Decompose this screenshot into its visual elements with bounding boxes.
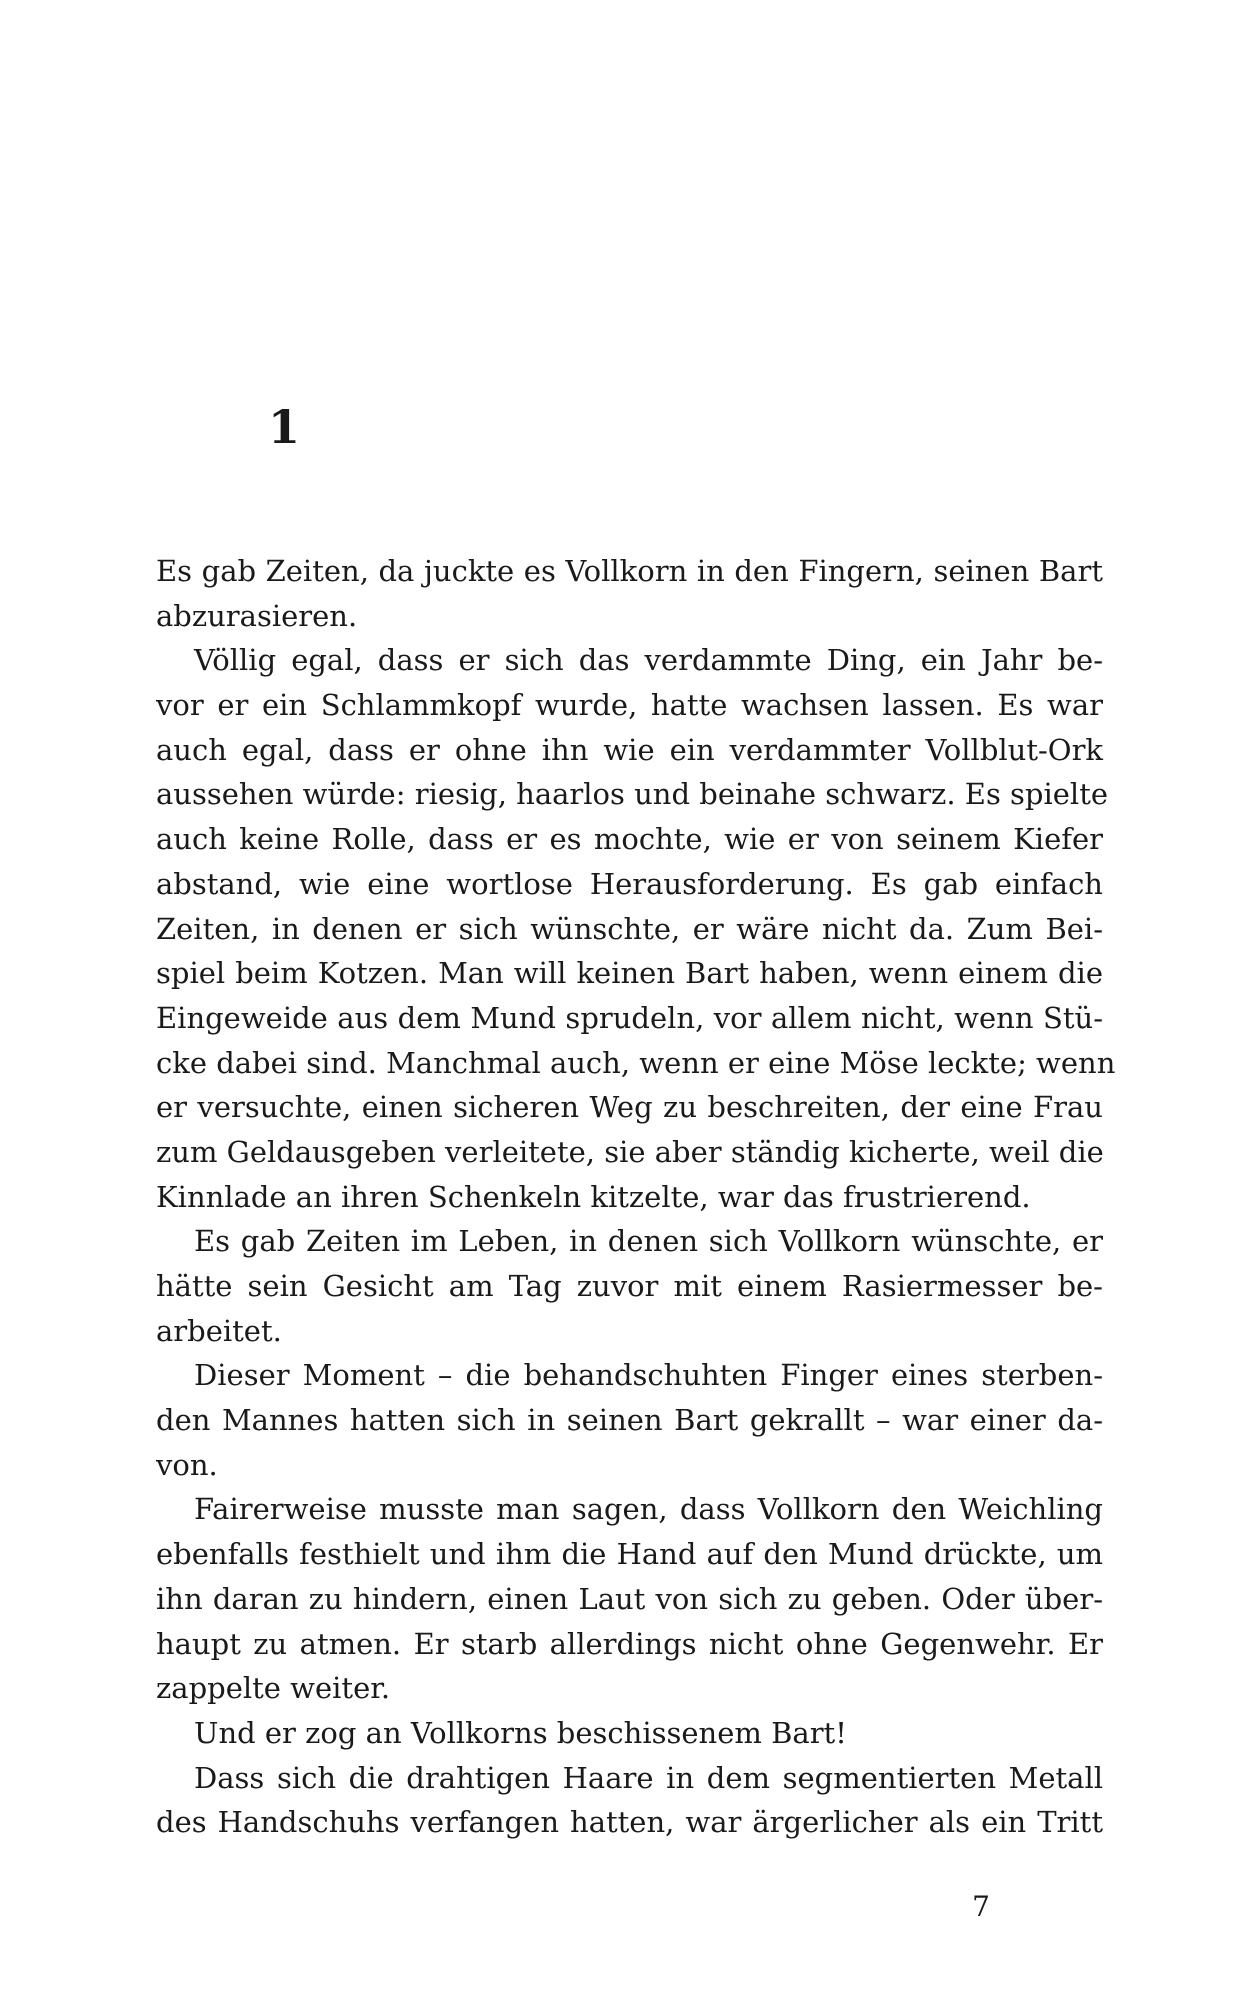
text-line: Zeiten, in denen er sich wünschte, er wäre nicht da. Zum Bei- (156, 911, 1103, 946)
text-line: zappelte weiter. (156, 1671, 391, 1706)
text-line: abzurasieren. (156, 598, 358, 633)
text-line: Es gab Zeiten, da juckte es Vollkorn in den Fingern, seinen Bart (156, 554, 1103, 588)
text-line: auch egal, dass er ohne ihn wie ein verdammter Vollblut-Ork (156, 732, 1103, 767)
text-line: auch keine Rolle, dass er es mochte, wie er von seinem Kiefer (156, 822, 1103, 857)
text-line: ebenfalls festhielt und ihm die Hand auf den Mund drückte, um (156, 1537, 1103, 1572)
text-line: hätte sein Gesicht am Tag zuvor mit einem Rasiermesser be- (156, 1269, 1103, 1303)
text-line: den Mannes hatten sich in seinen Bart gekrallt – war einer da- (156, 1403, 1103, 1438)
text-line: spiel beim Kotzen. Man will keinen Bart haben, wenn einem die (156, 956, 1103, 991)
text-line: Dass sich die drahtigen Haare in dem segmentierten Metall (194, 1760, 1103, 1795)
text-line: Dieser Moment – die behandschuhten Finger eines sterben- (194, 1358, 1103, 1393)
text-line: Eingeweide aus dem Mund sprudeln, vor allem nicht, wenn Stü- (156, 1000, 1103, 1035)
text-line: Fairerweise musste man sagen, dass Vollkorn den Weichling (194, 1492, 1103, 1527)
text-line: er versuchte, einen sicheren Weg zu beschreiten, der eine Frau (156, 1090, 1103, 1125)
text-line: Kinnlade an ihren Schenkeln kitzelte, war das frustrierend. (156, 1179, 1031, 1214)
text-line: des Handschuhs verfangen hatten, war ärgerlicher als ein Tritt (156, 1805, 1103, 1840)
text-line: Und er zog an Vollkorns beschissenem Bart! (194, 1715, 847, 1750)
text-line: vor er ein Schlammkopf wurde, hatte wachsen lassen. Es war (156, 688, 1103, 723)
text-line: abstand, wie eine wortlose Herausforderung. Es gab einfach (156, 866, 1103, 901)
text-line: haupt zu atmen. Er starb allerdings nicht ohne Gegenwehr. Er (156, 1626, 1103, 1661)
chapter-text (156, 549, 1116, 1845)
text-line: aussehen würde: riesig, haarlos und beinahe schwarz. Es spielte (156, 777, 1109, 812)
chapter-number: 1 (268, 400, 301, 454)
text-line: cke dabei sind. Manchmal auch, wenn er eine Möse leckte; wenn (156, 1045, 1116, 1080)
text-line: zum Geldausgeben verleitete, sie aber ständig kicherte, weil die (156, 1134, 1104, 1169)
text-line: Völlig egal, dass er sich das verdammte Ding, ein Jahr be- (194, 643, 1103, 678)
page-number: 7 (972, 1890, 990, 1923)
text-line: von. (156, 1447, 218, 1482)
text-line: ihn daran zu hindern, einen Laut von sich zu geben. Oder über- (156, 1581, 1103, 1616)
text-line: arbeitet. (156, 1313, 282, 1348)
text-line: Es gab Zeiten im Leben, in denen sich Vollkorn wünschte, er (194, 1224, 1103, 1259)
